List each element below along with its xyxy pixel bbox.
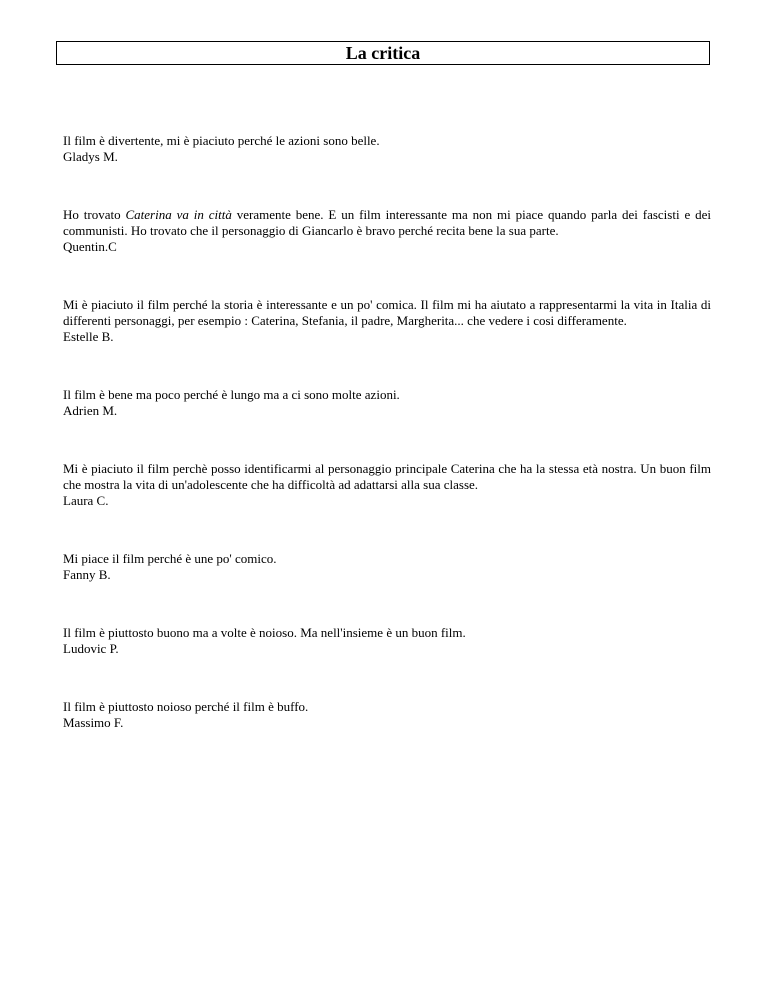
review-author: Laura C. <box>63 493 109 508</box>
review-item <box>63 133 711 165</box>
review-text: Mi è piaciuto il film perché la storia è interessante e un po' comica. Il film mi ha aiutato a rappresentarmi la vita in Italia di differenti personaggi, per esempio : Caterina, Stefania, il padre, Margherita... che vedere i cosi differamente. <box>63 297 711 328</box>
review-text: Il film è divertente, mi è piaciuto perché le azioni sono belle. <box>63 133 380 148</box>
page-title: La critica <box>56 41 710 65</box>
review-item <box>63 551 711 583</box>
review-text: Il film è piuttosto buono ma a volte è noioso. Ma nell'insieme è un buon film. <box>63 625 466 640</box>
review-author: Massimo F. <box>63 715 124 730</box>
review-text: Mi è piaciuto il film perchè posso identificarmi al personaggio principale Caterina che ha la stessa età nostra. Un buon film che mostra la vita di un'adolescente che ha difficoltà ad adattarsi alla sua classe. <box>63 461 711 492</box>
review-text: Il film è bene ma poco perché è lungo ma a ci sono molte azioni. <box>63 387 400 402</box>
review-text-before: Ho trovato <box>63 207 126 222</box>
film-title: Caterina va in città <box>125 207 232 222</box>
review-text-after: veramente bene. E un film interessante ma non mi piace quando parla dei fascisti e dei communisti. Ho trovato che il personaggio di Giancarlo è bravo perché recita bene la sua parte. <box>63 207 711 238</box>
review-author: Quentin.C <box>63 239 117 254</box>
review-item <box>63 387 711 419</box>
review-text: Il film è piuttosto noioso perché il film è buffo. <box>63 699 309 714</box>
review-text: Mi piace il film perché è une po' comico. <box>63 551 277 566</box>
review-item <box>63 207 711 255</box>
review-author: Adrien M. <box>63 403 118 418</box>
review-author: Gladys M. <box>63 149 118 164</box>
review-item <box>63 699 711 731</box>
review-item <box>63 297 711 345</box>
reviews-list <box>63 133 711 773</box>
review-item <box>63 625 711 657</box>
review-text <box>63 207 711 239</box>
review-author: Ludovic P. <box>63 641 119 656</box>
review-author: Fanny B. <box>63 567 111 582</box>
review-item <box>63 461 711 509</box>
review-author: Estelle B. <box>63 329 114 344</box>
